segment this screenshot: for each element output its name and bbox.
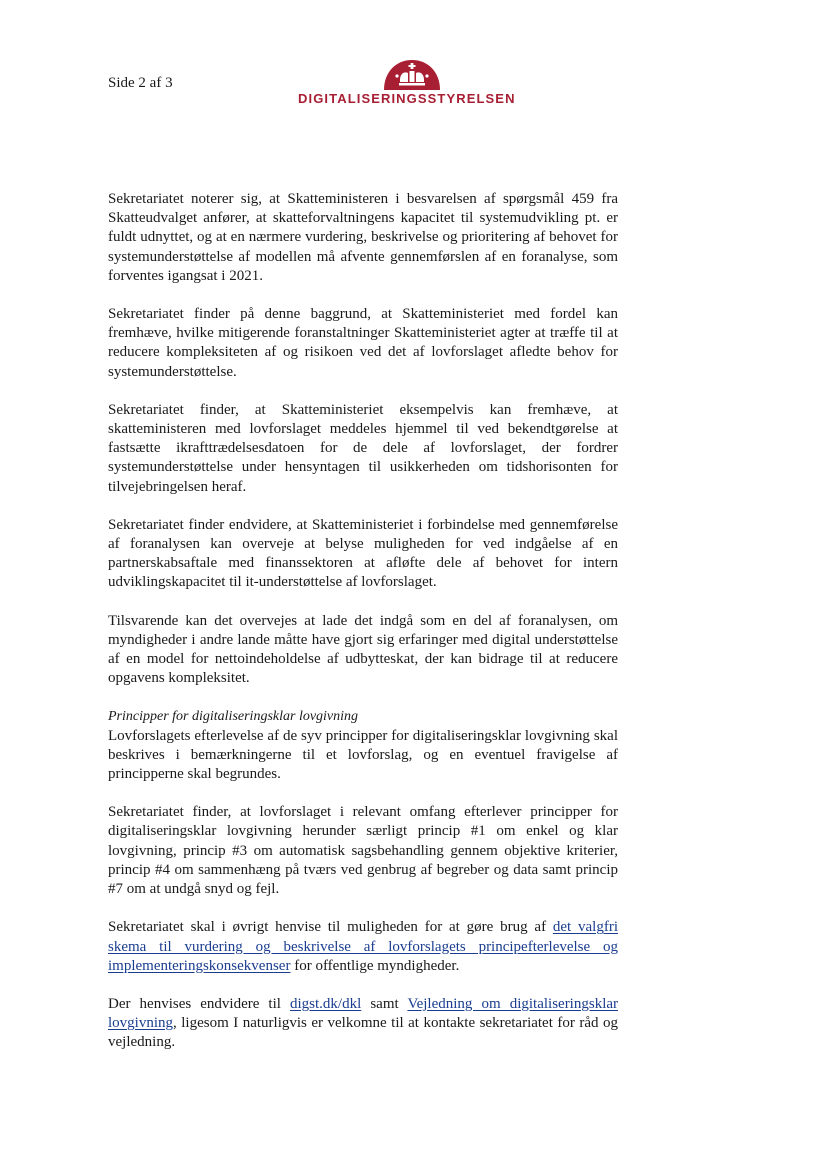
principles-section: [108, 707, 618, 784]
reference-paragraph: [108, 995, 618, 1053]
paragraph-text: samt: [361, 995, 408, 1012]
crown-crest-icon: [382, 58, 442, 90]
schema-paragraph: [108, 918, 618, 976]
paragraph-text: Der henvises endvidere til: [108, 995, 290, 1012]
section-heading: Principper for digitaliseringsklar lovgivning: [108, 709, 359, 725]
digst-link[interactable]: digst.dk/dkl: [290, 995, 362, 1012]
schema-link[interactable]: det valgfri skema til vurdering og beskrivelse af lovforslagets principefterlevelse og implementeringskonsekvenser: [108, 919, 618, 974]
paragraph: Sekretariatet finder endvidere, at Skatteministeriet i forbindelse med gennemførelse af foranalysen kan overveje at belyse muligheden for ved indgåelse af en partnerskabsaftale med finanssektoren at afløfte dele af behovet for intern udviklingskapacitet til it-understøttelse af lovforslaget.: [108, 516, 618, 591]
paragraph: Sekretariatet finder, at Skatteministeriet eksempelvis kan fremhæve, at skatteministeren med lovforslaget meddeles hjemmel til ved bekendtgørelse at fastsætte ikrafttrædelsesdatoen for de dele af lovforslaget, der fordrer systemunderstøttelse under hensyntagen til usikkerheden om tidshorisonten for tilvejebringelsen heraf.: [108, 401, 618, 495]
paragraph: Lovforslagets efterlevelse af de syv principper for digitaliseringsklar lovgivning skal beskrives i bemærkningerne til et lovforslag, og en eventuel fravigelse af principperne skal begrundes.: [108, 727, 618, 783]
paragraph-text: Sekretariatet skal i øvrigt henvise til muligheden for at gøre brug af: [108, 919, 553, 936]
agency-logo: [298, 58, 524, 108]
paragraph: Sekretariatet finder, at lovforslaget i relevant omfang efterlever principper for digitaliseringsklar lovgivning herunder særligt princip #1 om enkel og klar lovgivning, princip #3 om automatisk sagsbehandling gennem objektive kriterier, princip #4 om sammenhæng på tværs ved genbrug af begreber og data samt princip #7 om at undgå snyd og fejl.: [108, 804, 618, 898]
letter-body: [108, 190, 618, 1072]
agency-name: DIGITALISERINGSSTYRELSEN: [298, 91, 516, 106]
paragraph: Tilsvarende kan det overvejes at lade det indgå som en del af foranalysen, om myndigheder i andre lande måtte have gjort sig erfaringer med digital understøttelse af en model for nettoindeholdelse af udbytteskat, der kan bidrage til at reducere opgavens kompleksitet.: [108, 612, 618, 687]
page-number: Side 2 af 3: [108, 75, 173, 91]
guidance-link[interactable]: Vejledning om digitaliseringsklar lovgivning: [108, 995, 619, 1032]
paragraph-text: for offentlige myndigheder.: [290, 957, 460, 974]
paragraph-text: , ligesom I naturligvis er velkomne til at kontakte sekretariatet for råd og vejledning.: [108, 1015, 618, 1051]
paragraph: Sekretariatet noterer sig, at Skatteministeren i besvarelsen af spørgsmål 459 fra Skatteudvalget anfører, at skatteforvaltningens kapacitet til systemudvikling pt. er fuldt udnyttet, og at en nærmere vurdering, beskrivelse og prioritering af behovet for systemunderstøttelse af modellen må afvente gennemførslen af en foranalyse, som forventes igangsat i 2021.: [108, 191, 618, 284]
paragraph: Sekretariatet finder på denne baggrund, at Skatteministeriet med fordel kan fremhæve, hvilke mitigerende foranstaltninger Skatteministeriet agter at træffe til at reducere kompleksiteten af og risikoen ved det af lovforslaget afledte behov for systemunderstøttelse.: [108, 306, 618, 380]
